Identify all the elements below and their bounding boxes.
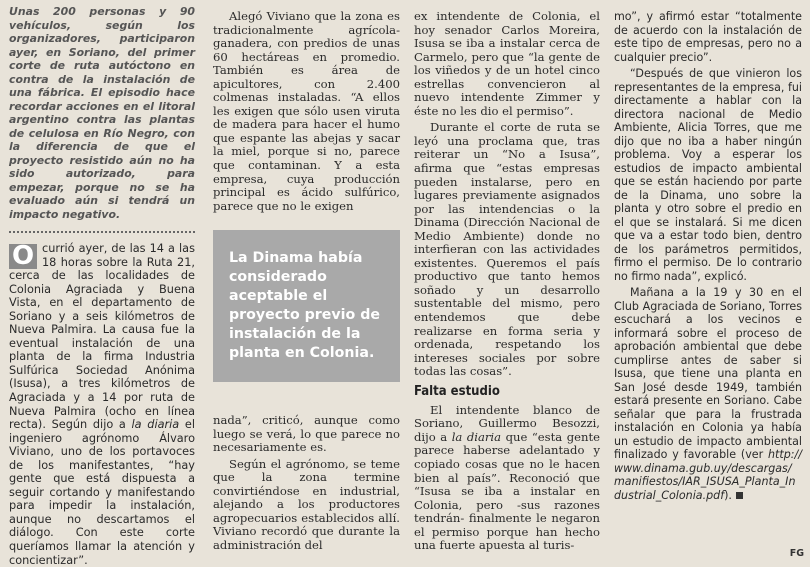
col3-paragraph-3: El intendente blanco de Soriano, Guillermo Besozzi, dijo a la diaria que “esta gente parece haberse adelantado y copiado cosas que no le hacen bien al país”. Reconoció que “Isusa se iba a instalar en Colonia, pero -sus razones tendrán- finalmente le negaron el permiso porque han hecho una fuerte apuesta al turis-	[414, 402, 600, 553]
col2-paragraph-1: Alegó Viviano que la zona es tradicionalmente agrícola-ganadera, con predios de unas 60 hectáreas en promedio. También es área de apicultores, con 2.400 colmenas instaladas. “A ellos les exigen que sólo usen viruta de madera para hacer el humo que espante las abejas y sacar la miel, porque si no, parece que contaminan. Y a esta empresa, cuya producción principal es ácido sulfúrico, parece que no le exigen	[213, 9, 400, 213]
dotted-divider	[9, 231, 195, 233]
column-2	[213, 10, 400, 213]
pull-quote-box	[213, 230, 400, 382]
lede-summary: Unas 200 personas y 90 vehículos, según los organizadores, participaron ayer, en Soriano, del primer corte de ruta autóctono en contra de la instalación de una fábrica. El episodio hace recordar acciones en el litoral argentino contra las plantas de celulosa en Río Negro, con la diferencia de que el proyecto resistido aún no ha sido autorizado, para empezar, porque no se ha evaluado aún si tendrá un impacto negativo.	[9, 5, 195, 221]
col1-paragraph-1: O currió ayer, de las 14 a las 18 horas sobre la Ruta 21, cerca de las localidades de Colonia Agraciada y Buena Vista, en el departamento de Soriano y a seis kilómetros de Nueva Palmira. La causa fue la eventual instalación de una planta de la firma Industria Sulfúrica Sociedad Anónima (Isusa), a tres kilómetros de Agraciada y a 14 por ruta de Nueva Palmira (ocho en línea recta). Según dijo a la diaria el ingeniero agrónomo Álvaro Viviano, uno de los portavoces de los manifestantes, “hay gente que está dispuesta a seguir cortando y manifestando para impedir la instalación, aunque no descartamos el diálogo. Con este corte queríamos llamar la atención y concientizar”.	[9, 241, 195, 567]
col4-paragraph-2: “Después de que vinieron los representantes de la empresa, fui directamente a hablar con la directora nacional de Medio Ambiente, Alicia Torres, que me dijo que no iba a haber ningún problema. Voy a esperar los estudios de impacto ambiental que se están haciendo por parte de la Dinama, uno sobre la planta y otro sobre el predio en el que se instalará. Si me dicen que va a estar todo bien, dentro de los parámetros permitidos, firmo el permiso. De lo contrario no firmo nada”, explicó.	[614, 67, 802, 283]
col4-paragraph-3: Mañana a la 19 y 30 en el Club Agraciada de Soriano, Torres escuchará a los vecinos e informará sobre el proceso de aprobación ambiental que debe cumplirse antes de saber si Isusa, que tiene una planta en San José desde 1949, también estará presente en Soriano. Cabe señalar que para la frustrada instalación en Colonia ya había un estudio de impacto ambiental finalizado y favorable (ver http://www.dinama.gub.uy/descargas/manifiestos/IAR_ISUSA_Planta_Industrial_Colonia.pdf).	[614, 286, 802, 502]
section-subhead: Falta estudio	[414, 383, 500, 399]
column-1	[9, 5, 195, 567]
author-credit: FG	[789, 548, 804, 559]
drop-cap: O	[9, 244, 37, 269]
column-2-lower	[213, 414, 400, 552]
reference-link[interactable]: http://www.dinama.gub.uy/descargas/manifiestos/IAR_ISUSA_Planta_Industrial_Colonia.pdf	[614, 448, 802, 502]
col3-paragraph-2: Durante el corte de ruta se leyó una proclama que, tras reiterar un “No a Isusa”, afirma que “estas empresas pueden instalarse, pero en lugares previamente asignados por las intendencias o la Dinama (Dirección Nacional de Medio Ambiente) donde no interfieran con las actividades existentes. Queremos el país productivo que tanto hemos soñado y un desarrollo sustentable del mismo, pero entendemos que debe realizarse en forma seria y ordenada, respetando los intereses sociales por sobre todas las cosas”.	[414, 120, 600, 379]
col4-paragraph-1: mo”, y afirmó estar “totalmente de acuerdo con la instalación de este tipo de empresas, pero no a cualquier precio”.	[614, 10, 802, 64]
col2-paragraph-3: Según el agrónomo, se teme que la zona termine convirtiéndose en industrial, alejando a los productores agropecuarios establecidos allí. Viviano recordó que durante la administración del	[213, 456, 400, 552]
end-of-article-mark	[736, 492, 743, 499]
col3-paragraph-1: ex intendente de Colonia, el hoy senador Carlos Moreira, Isusa se iba a instalar cerca de Carmelo, pero que “la gente de los viñedos y de un hotel cinco estrellas convencieron al nuevo intendente Zimmer y éste no les dio el permiso”.	[414, 9, 600, 118]
column-3	[414, 10, 600, 553]
pull-quote-text: La Dinama había considerado aceptable el proyecto previo de instalación de la planta en Colonia.	[229, 250, 380, 361]
column-4	[614, 10, 802, 502]
col2-paragraph-2: nada”, criticó, aunque como luego se verá, lo que parece no necesariamente es.	[213, 413, 400, 455]
